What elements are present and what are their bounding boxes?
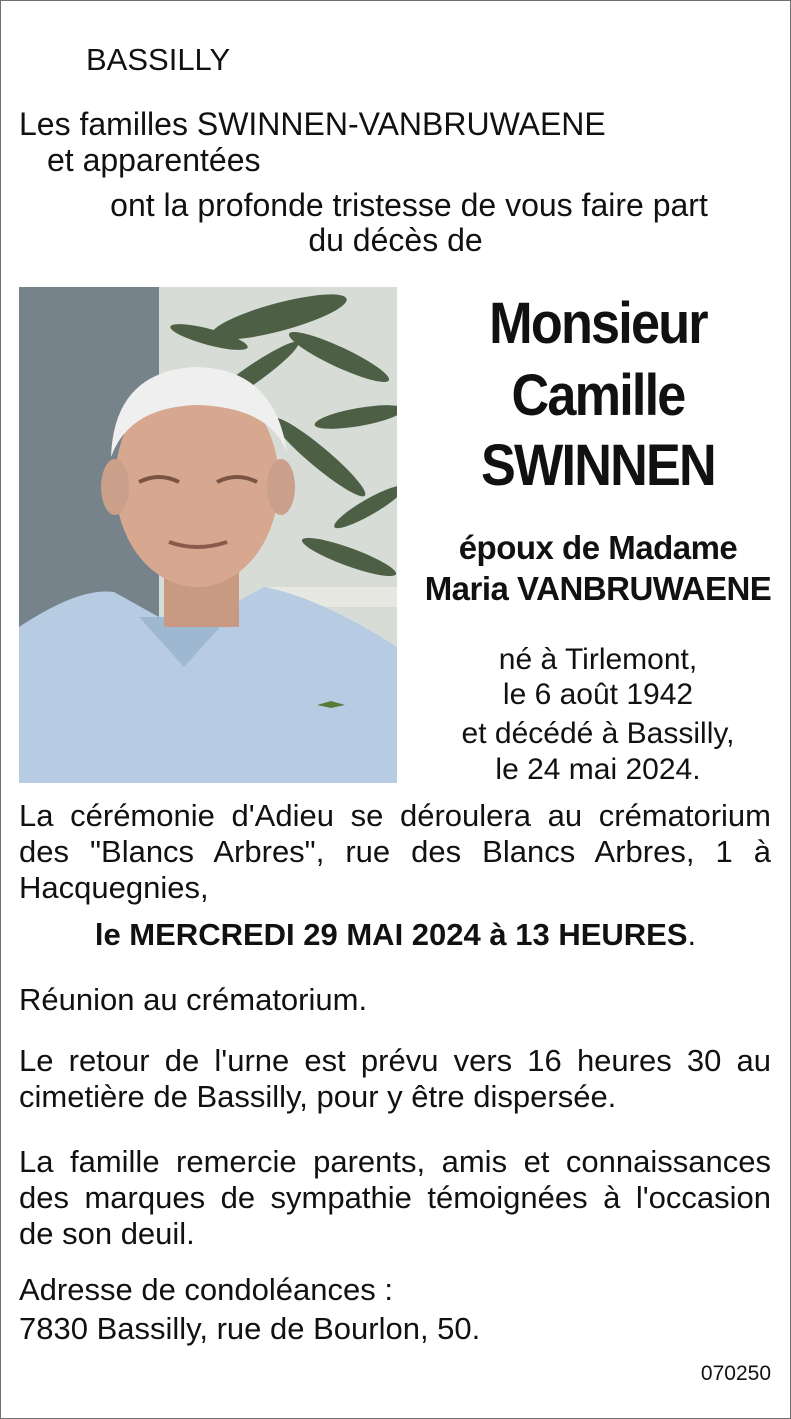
- announce-line: ont la profonde tristesse de vous faire part: [110, 187, 708, 223]
- deceased-first-name: Camille: [511, 363, 685, 428]
- ceremony-date: [0, 917, 791, 953]
- death-date: le 24 mai 2024.: [495, 753, 701, 786]
- condolences-label: Adresse de condoléances :: [19, 1272, 393, 1307]
- deceased-title: Monsieur: [489, 291, 707, 356]
- spouse-line-1: époux de Madame: [458, 529, 738, 566]
- death-place: et décédé à Bassilly,: [461, 717, 735, 750]
- deceased-photo: [19, 287, 397, 783]
- reference-number: 070250: [700, 1362, 771, 1385]
- death-of-line: du décès de: [308, 222, 483, 258]
- birth-place: né à Tirlemont,: [498, 643, 698, 676]
- families-line: Les familles SWINNEN-VANBRUWAENE: [19, 106, 606, 142]
- meeting-text: Réunion au crématorium.: [19, 982, 368, 1017]
- birth-date: le 6 août 1942: [502, 678, 694, 711]
- deceased-last-name: SWINNEN: [481, 433, 715, 498]
- spouse-line-2: Maria VANBRUWAENE: [424, 570, 772, 607]
- location-heading: BASSILLY: [86, 42, 231, 77]
- urn-text: Le retour de l'urne est prévu vers 16 heures 30 au cimetière de Bassilly, pour y être dispersée.: [19, 1043, 771, 1114]
- related-line: et apparentées: [47, 142, 261, 178]
- condolences-address: 7830 Bassilly, rue de Bourlon, 50.: [19, 1311, 481, 1346]
- thanks-text: La famille remercie parents, amis et connaissances des marques de sympathie témoignées à l'occasion de son deuil.: [19, 1144, 771, 1251]
- ceremony-date-bold: le MERCREDI 29 MAI 2024 à 13 HEURES: [94, 917, 688, 952]
- ceremony-text: La cérémonie d'Adieu se déroulera au crématorium des "Blancs Arbres", rue des Blancs Arbres, 1 à Hacquegnies,: [19, 798, 771, 905]
- ceremony-date-end: .: [687, 917, 697, 952]
